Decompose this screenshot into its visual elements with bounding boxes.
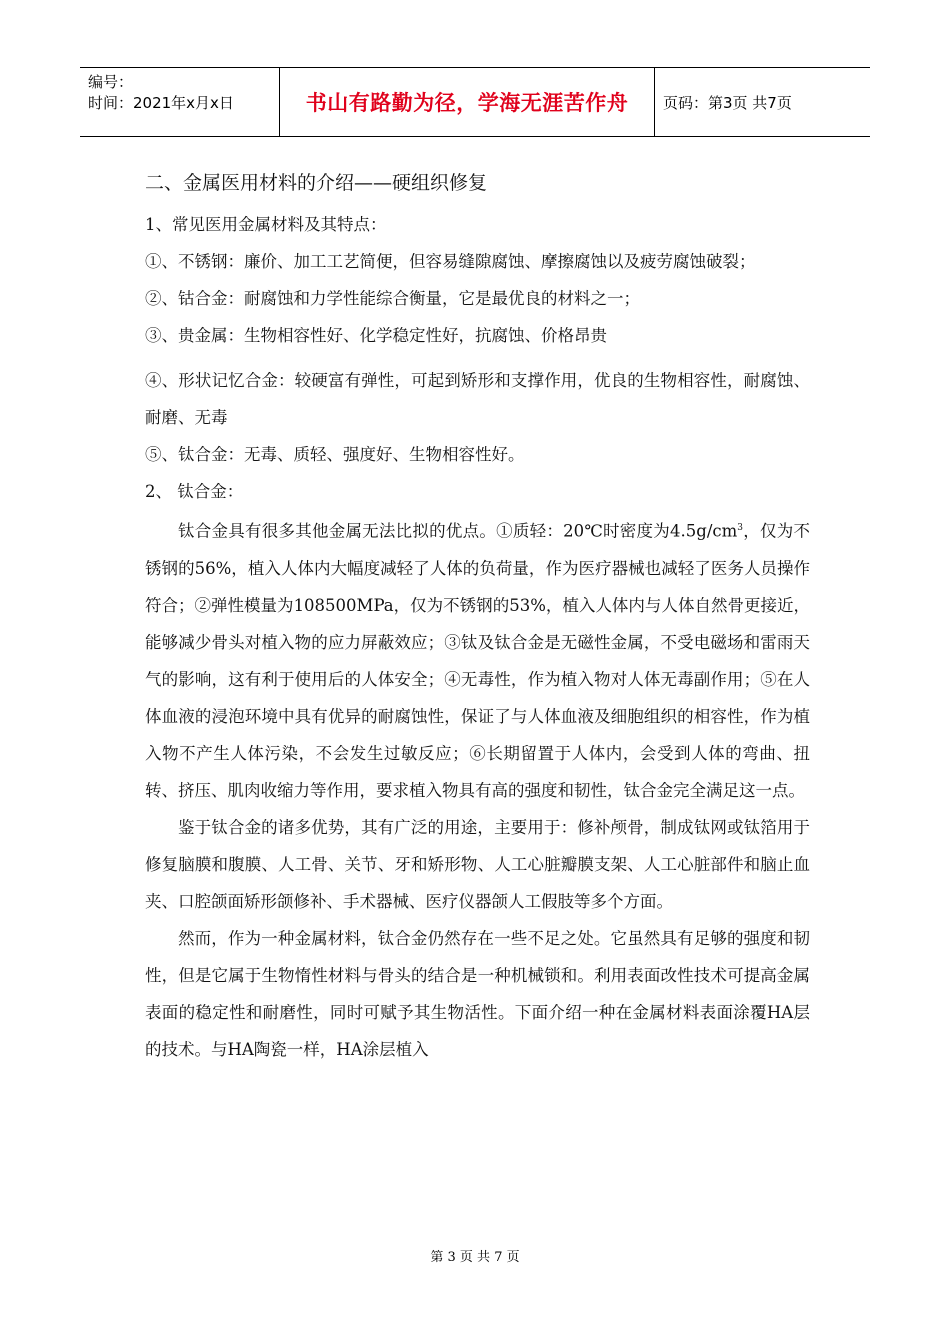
document-body (145, 168, 810, 1068)
time-label: 时间：2021年x月x日 (88, 94, 234, 112)
paragraph: 然而，作为一种金属材料，钛合金仍然存在一些不足之处。它虽然具有足够的强度和韧性，但是它属于生物惰性材料与骨头的结合是一种机械锁和。利用表面改性技术可提高金属表面的稳定性和耐磨性，同时可赋予其生物活性。下面介绍一种在金属材料表面涂覆HA层的技术。与HA陶瓷一样，HA涂层植入 (145, 928, 810, 1059)
list-heading: 2、 钛合金： (145, 482, 244, 501)
page-header (80, 67, 870, 137)
page-footer: 第 3 页 共 7 页 (430, 1250, 520, 1265)
paragraph (145, 510, 810, 809)
header-motto: 书山有路勤为径，学海无涯苦作舟 (280, 68, 655, 136)
paragraph-text: ，仅为不锈钢的56%，植入人体内大幅度减轻了人体的负荷量，作为医疗器械也减轻了医务人员操作符合；②弹性模量为108500MPa，仅为不锈钢的53%，植入人体内与人体自然骨更接近，能够减少骨头对植入物的应力屏蔽效应；③钛及钛合金是无磁性金属，不受电磁场和雷雨天气的影响，这有利于使用后的人体安全；④无毒性，作为植入物对人体无毒副作用；⑤在人体血液的浸泡环境中具有优异的耐腐蚀性，保证了与人体血液及细胞组织的相容性，作为植入物不产生人体污染，不会发生过敏反应；⑥长期留置于人体内，会受到人体的弯曲、扭转、挤压、肌肉收缩力等作用，要求植入物具有高的强度和韧性，钛合金完全满足这一点。 (145, 521, 811, 800)
superscript: 3 (737, 523, 744, 533)
paragraph-text: 钛合金具有很多其他金属无法比拟的优点。①质轻：20℃时密度为4.5g/cm (178, 521, 738, 541)
list-item: ①、不锈钢：廉价、加工工艺简便，但容易缝隙腐蚀、摩擦腐蚀以及疲劳腐蚀破裂； (145, 252, 756, 271)
list-heading: 1、常见医用金属材料及其特点： (145, 215, 387, 234)
section-title: 二、金属医用材料的介绍——硬组织修复 (145, 172, 488, 194)
list-item: ④、形状记忆合金：较硬富有弹性，可起到矫形和支撑作用，优良的生物相容性，耐腐蚀、耐磨、无毒 (145, 371, 810, 427)
paragraph: 鉴于钛合金的诸多优势，其有广泛的用途，主要用于：修补颅骨，制成钛网或钛箔用于修复脑膜和腹膜、人工骨、关节、牙和矫形物、人工心脏瓣膜支架、人工心脏部件和脑止血夹、口腔颌面矫形颌修补、手术器械、医疗仪器颌人工假肢等多个方面。 (145, 817, 810, 911)
number-label: 编号： (88, 73, 134, 91)
header-page-info: 页码：第3页 共7页 (663, 93, 792, 112)
list-item: ②、钴合金：耐腐蚀和力学性能综合衡量，它是最优良的材料之一； (145, 289, 640, 308)
list-item: ③、贵金属：生物相容性好、化学稳定性好，抗腐蚀、价格昂贵 (145, 326, 607, 345)
list-item: ⑤、钛合金：无毒、质轻、强度好、生物相容性好。 (145, 445, 525, 464)
header-meta (80, 68, 280, 136)
